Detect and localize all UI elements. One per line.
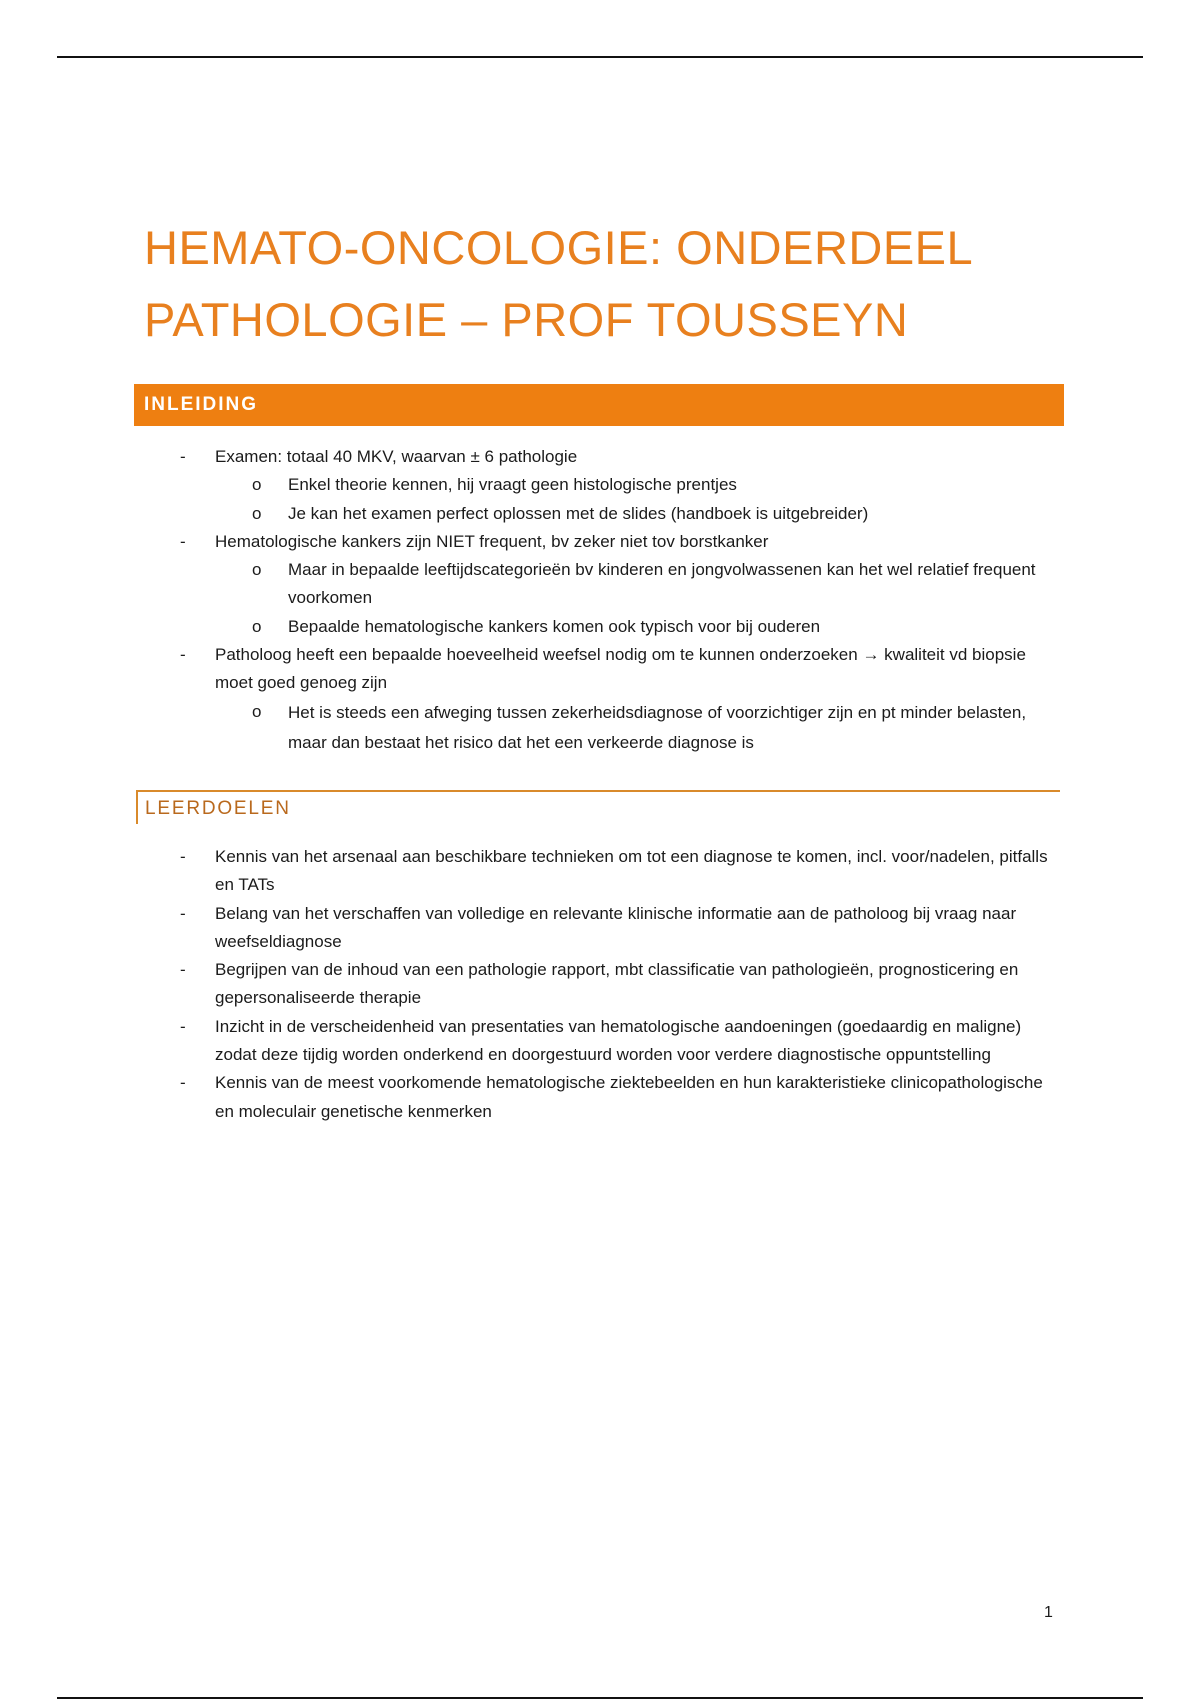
list-item-text: Examen: totaal 40 MKV, waarvan ± 6 pathologie [215, 447, 578, 466]
bullet-circle: o [252, 503, 262, 523]
section-heading-leerdoelen: LEERDOELEN [145, 798, 291, 819]
bullet-dash: - [180, 960, 186, 980]
list-item [0, 900, 1200, 957]
document-title [144, 212, 1104, 356]
bullet-dash: - [180, 1016, 186, 1036]
list-item [0, 1013, 1200, 1070]
section-heading-banner [134, 384, 1064, 426]
section-heading-frame [136, 790, 1060, 824]
sub-list-item-text: Je kan het examen perfect oplossen met de slides (handboek is uitgebreider) [288, 503, 869, 523]
sub-list-item [0, 613, 1200, 641]
list-item-text: Begrijpen van de inhoud van een pathologie rapport, mbt classificatie van pathologieën, prognosticering en gepersonaliseerde therapie [215, 960, 1019, 1008]
bullet-circle: o [252, 701, 262, 721]
list-item-text: Inzicht in de verscheidenheid van presentaties van hematologische aandoeningen (goedaardig en maligne) zodat deze tijdig worden onderkend en doorgestuurd worden voor verdere diagnostische oppuntstelling [215, 1016, 1022, 1065]
sub-list-item [0, 698, 1200, 758]
sub-list [0, 471, 1200, 528]
sub-list [0, 698, 1200, 758]
list-item [0, 956, 1200, 1013]
title-line-1: HEMATO-ONCOLOGIE: ONDERDEEL [144, 221, 974, 274]
sub-list [0, 556, 1200, 641]
bullet-dash: - [180, 447, 186, 466]
title-line-2: PATHOLOGIE – PROF TOUSSEYN [144, 293, 909, 346]
bullet-dash: - [180, 531, 186, 551]
page-number: 1 [1044, 1604, 1053, 1621]
bullet-dash: - [180, 645, 186, 665]
list-item-text: Hematologische kankers zijn NIET frequent, bv zeker niet tov borstkanker [215, 531, 769, 551]
bullet-circle: o [252, 560, 262, 580]
bullet-dash: - [180, 847, 186, 866]
sub-list-item [0, 500, 1200, 528]
bullet-dash: - [180, 903, 186, 923]
list-item-text: Kennis van het arsenaal aan beschikbare technieken om tot een diagnose te komen, incl. voor/nadelen, pitfalls en TATs [215, 847, 1048, 895]
sub-list-item-text: Het is steeds een afweging tussen zekerheidsdiagnose of voorzichtiger zijn en pt minder belasten, maar dan bestaat het risico dat het een verkeerde diagnose is [288, 702, 1027, 752]
list-item-text: Kennis van de meest voorkomende hematologische ziektebeelden en hun karakteristieke clinicopathologische en moleculair genetische kenmerken [215, 1073, 1043, 1121]
list-item [0, 843, 1200, 900]
sub-list-item-text: Enkel theorie kennen, hij vraagt geen histologische prentjes [288, 475, 737, 495]
list-item [0, 1069, 1200, 1126]
section-heading-inleiding: INLEIDING [144, 394, 259, 415]
intro-list [0, 443, 1200, 758]
list-item-text: Belang van het verschaffen van volledige en relevante klinische informatie aan de patholoog bij vraag naar weefseldiagnose [215, 903, 1017, 951]
sub-list-item [0, 471, 1200, 499]
footer-rule [57, 1697, 1143, 1699]
goals-list [0, 843, 1200, 1126]
list-item-text: Patholoog heeft een bepaalde hoeveelheid weefsel nodig om te kunnen onderzoeken → kwaliteit vd biopsie moet goed genoeg zijn [215, 645, 1026, 693]
bullet-circle: o [252, 475, 262, 495]
list-item [0, 528, 1200, 641]
sub-list-item [0, 556, 1200, 613]
header-rule [57, 56, 1143, 58]
bullet-circle: o [252, 616, 262, 636]
list-item [0, 641, 1200, 758]
sub-list-item-text: Maar in bepaalde leeftijdscategorieën bv kinderen en jongvolwassenen kan het wel relatief frequent voorkomen [288, 560, 1036, 608]
bullet-dash: - [180, 1073, 186, 1093]
sub-list-item-text: Bepaalde hematologische kankers komen ook typisch voor bij ouderen [288, 616, 821, 636]
list-item [0, 443, 1200, 528]
